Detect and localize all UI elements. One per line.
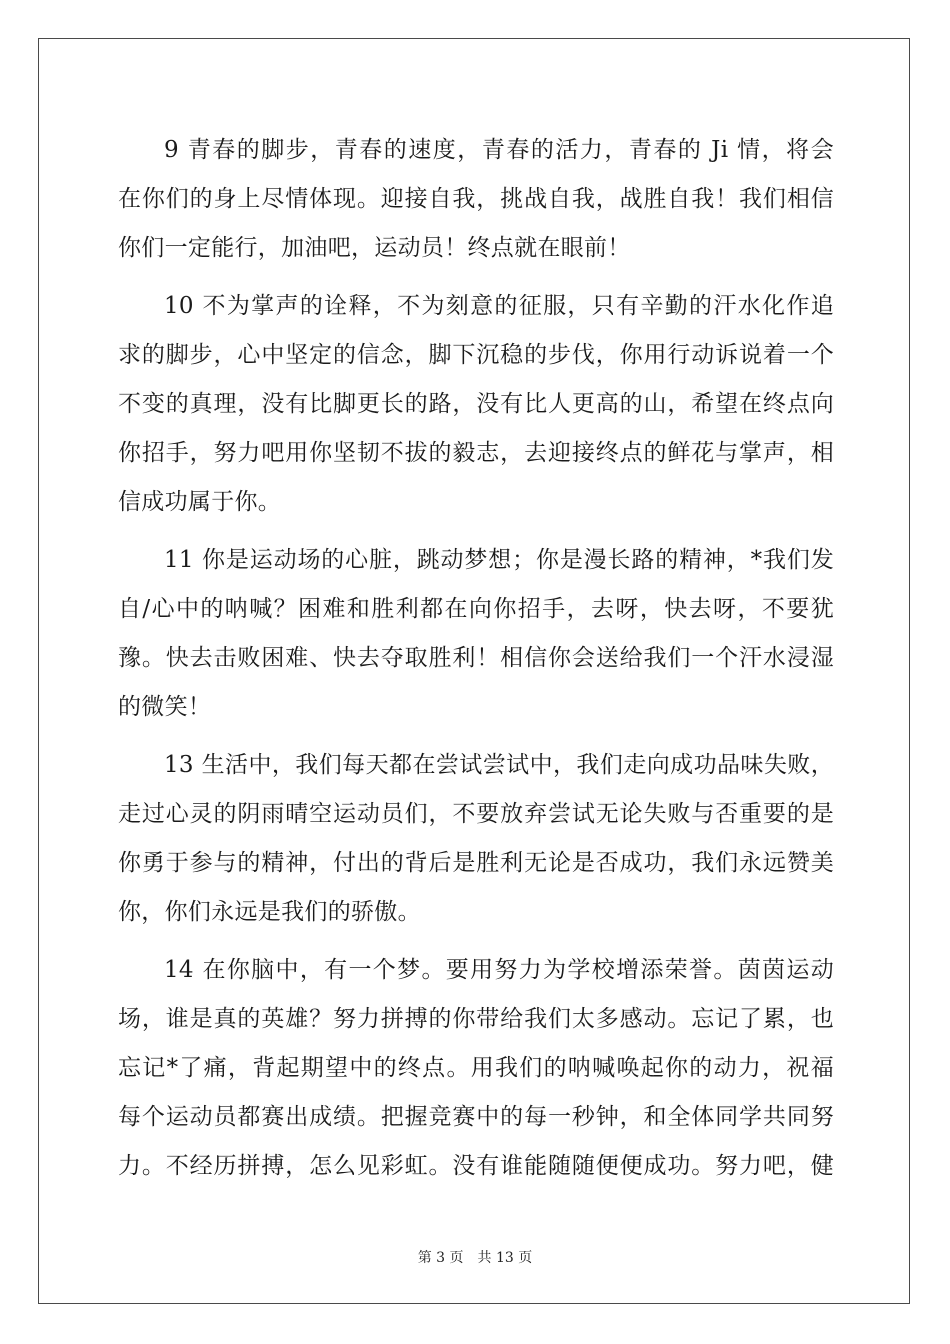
text-line: 你勇于参与的精神，付出的背后是胜利无论是否成功，我们永远赞美 <box>118 850 834 876</box>
text-line: 力。不经历拼搏，怎么见彩虹。没有谁能随随便便成功。努力吧，健 <box>118 1153 834 1179</box>
text-line: 10 不为掌声的诠释，不为刻意的征服，只有辛勤的汗水化作追 <box>164 293 834 319</box>
page-footer <box>0 1247 950 1267</box>
text-line: 信成功属于你。 <box>118 489 282 515</box>
text-line: 自/心中的呐喊？困难和胜利都在向你招手，去呀，快去呀，不要犹 <box>118 596 834 622</box>
text-line: 忘记*了痛，背起期望中的终点。用我们的呐喊唤起你的动力，祝福 <box>118 1055 834 1081</box>
text-line: 你们一定能行，加油吧，运动员！终点就在眼前！ <box>118 235 631 261</box>
text-line: 豫。快去击败困难、快去夺取胜利！相信你会送给我们一个汗水浸湿 <box>118 645 834 671</box>
paragraph-14 <box>118 946 834 1191</box>
paragraph-11 <box>118 536 834 732</box>
text-line: 场，谁是真的英雄？努力拼搏的你带给我们太多感动。忘记了累，也 <box>118 1006 834 1032</box>
text-line: 你，你们永远是我们的骄傲。 <box>118 899 421 925</box>
paragraph-10 <box>118 282 834 527</box>
text-line: 9 青春的脚步，青春的速度，青春的活力，青春的 Ji 情，将会 <box>164 137 834 163</box>
page-number-current: 第 3 页 <box>417 1250 464 1266</box>
text-line: 11 你是运动场的心脏，跳动梦想；你是漫长路的精神，*我们发 <box>164 547 834 573</box>
text-line: 每个运动员都赛出成绩。把握竞赛中的每一秒钟，和全体同学共同努 <box>118 1104 834 1130</box>
text-line: 13 生活中，我们每天都在尝试尝试中，我们走向成功品味失败， <box>164 752 834 778</box>
text-line: 你招手，努力吧用你坚韧不拔的毅志，去迎接终点的鲜花与掌声，相 <box>118 440 834 466</box>
text-line: 在你们的身上尽情体现。迎接自我，挑战自我，战胜自我！我们相信 <box>118 186 834 212</box>
text-line: 走过心灵的阴雨晴空运动员们，不要放弃尝试无论失败与否重要的是 <box>118 801 834 827</box>
page-number-total: 共 13 页 <box>477 1250 533 1266</box>
text-line: 的微笑！ <box>118 694 212 720</box>
document-body <box>118 126 834 1191</box>
paragraph-9 <box>118 126 834 273</box>
text-line: 不变的真理，没有比脚更长的路，没有比人更高的山，希望在终点向 <box>118 391 834 417</box>
text-line: 14 在你脑中，有一个梦。要用努力为学校增添荣誉。茵茵运动 <box>164 957 834 983</box>
text-line: 求的脚步，心中坚定的信念，脚下沉稳的步伐，你用行动诉说着一个 <box>118 342 834 368</box>
paragraph-13 <box>118 741 834 937</box>
